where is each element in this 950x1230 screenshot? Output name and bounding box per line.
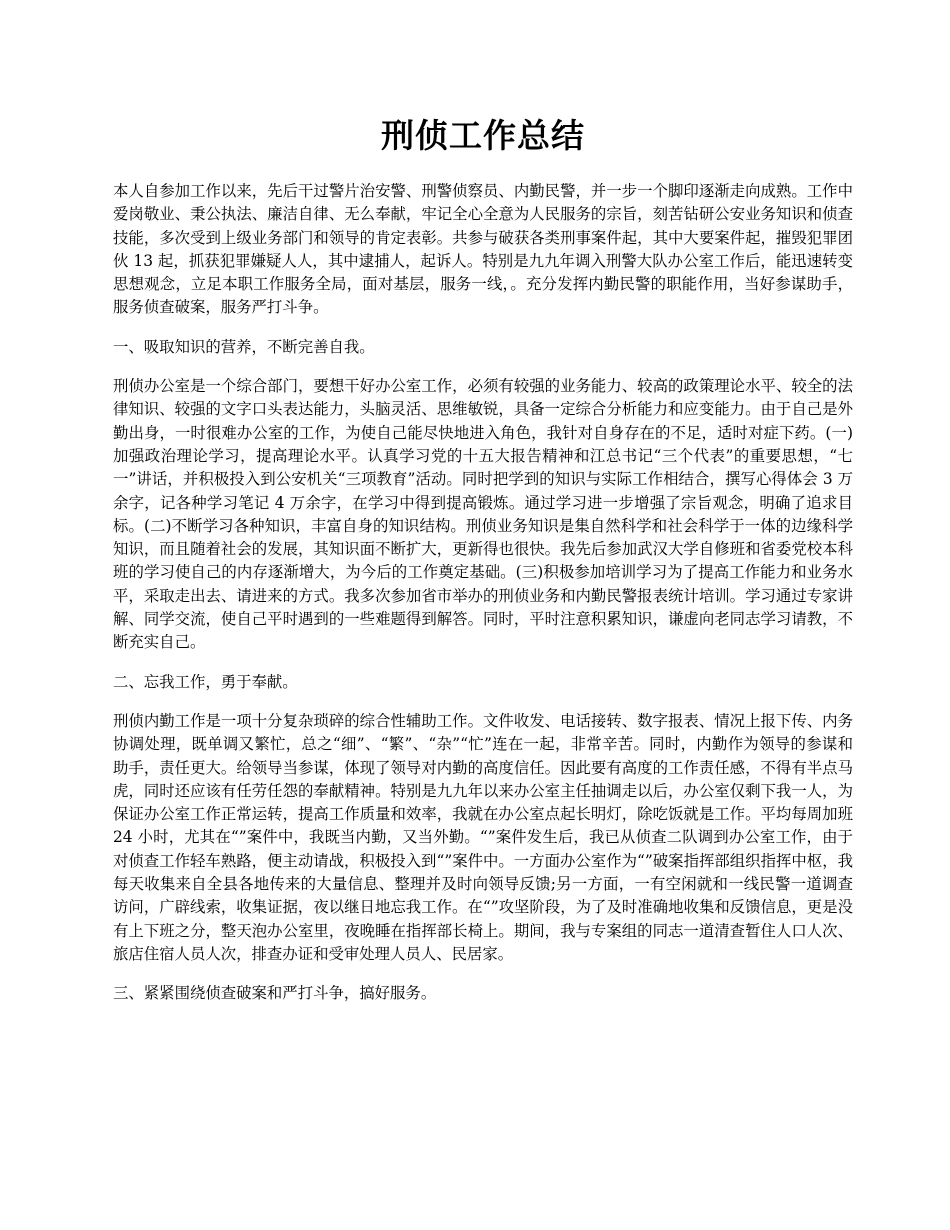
section-heading-1: 一、吸取知识的营养，不断完善自我。 bbox=[113, 337, 375, 356]
section-heading-2: 二、忘我工作，勇于奉献。 bbox=[113, 672, 298, 691]
intro-paragraph: 本人自参加工作以来，先后干过警片治安警、刑警侦察员、内勤民警，并一步一个脚印逐渐走向成熟。工作中爱岗敬业、秉公执法、廉洁自律、无么奉献，牢记全心全意为人民服务的宗旨，刻苦钻研公安业务知识和侦查技能，多次受到上级业务部门和领导的肯定表彰。共参与破获各类刑事案件起，其中大要案件起，摧毁犯罪团伙 13 起，抓获犯罪嫌疑人人，其中逮捕人，起诉人。特别是九九年调入刑警大队办公室工作后，能迅速转变思想观念，立足本职工作服务全局，面对基层，服务一线，。充分发挥内勤民警的职能作用，当好参谋助手，服务侦查破案，服务严打斗争。 bbox=[113, 182, 853, 317]
section-heading-3: 三、紧紧围绕侦查破案和严打斗争，搞好服务。 bbox=[113, 984, 437, 1003]
document-page bbox=[113, 0, 853, 1022]
document-title: 刑侦工作总结 bbox=[381, 116, 585, 155]
section-1-paragraph: 刑侦办公室是一个综合部门，要想干好办公室工作，必须有较强的业务能力、较高的政策理论水平、较全的法律知识、较强的文字口头表达能力，头脑灵活、思维敏锐，具备一定综合分析能力和应变能力。由于自己是外勤出身，一时很难办公室的工作，为使自己能尽快地进入角色，我针对自身存在的不足，适时对症下药。(一)加强政治理论学习，提高理论水平。认真学习党的十五大报告精神和江总书记“三个代表”的重要思想，“七一”讲话，并积极投入到公安机关“三项教育”活动。同时把学到的知识与实际工作相结合，撰写心得体会 3 万余字，记各种学习笔记 4 万余字，在学习中得到提高锻炼。通过学习进一步增强了宗旨观念，明确了追求目标。(二)不断学习各种知识，丰富自身的知识结构。刑侦业务知识是集自然科学和社会科学于一体的边缘科学知识，而且随着社会的发展，其知识面不断扩大，更新得也很快。我先后参加武汉大学自修班和省委党校本科班的学习使自己的内存逐渐增大，为今后的工作奠定基础。(三)积极参加培训学习为了提高工作能力和业务水平，采取走出去、请进来的方式。我多次参加省市举办的刑侦业务和内勤民警报表统计培训。学习通过专家讲解、同学交流，使自己平时遇到的一些难题得到解答。同时，平时注意积累知识，谦虚向老同志学习请教，不断充实自己。 bbox=[113, 377, 853, 652]
section-2-paragraph: 刑侦内勤工作是一项十分复杂琐碎的综合性辅助工作。文件收发、电话接转、数字报表、情况上报下传、内务协调处理，既单调又繁忙，总之“细”、“繁”、“杂”“忙”连在一起，非常辛苦。同时，内勤作为领导的参谋和助手，责任更大。给领导当参谋，体现了领导对内勤的高度信任。因此要有高度的工作责任感，不得有半点马虎，同时还应该有任劳任怨的奉献精神。特别是九九年以来办公室主任抽调走以后，办公室仅剩下我一人，为保证办公室工作正常运转，提高工作质量和效率，我就在办公室点起长明灯，除吃饭就是工作。平均每周加班 24 小时，尤其在“”案件中，我既当内勤，又当外勤。“”案件发生后，我已从侦查二队调到办公室工作，由于对侦查工作轻车熟路，便主动请战，积极投入到“”案件中。一方面办公室作为“”破案指挥部组织指挥中枢，我每天收集来自全县各地传来的大量信息、整理并及时向领导反馈;另一方面，一有空闲就和一线民警一道调查访问，广辟线索，收集证据，夜以继日地忘我工作。在“”攻坚阶段，为了及时准确地收集和反馈信息，更是没有上下班之分，整天泡办公室里，夜晚睡在指挥部长椅上。期间，我与专案组的同志一道清查暂住人口人次、旅店住宿人员人次，排查办证和受审处理人员人、民居家。 bbox=[113, 711, 853, 963]
document-body bbox=[113, 180, 853, 1006]
